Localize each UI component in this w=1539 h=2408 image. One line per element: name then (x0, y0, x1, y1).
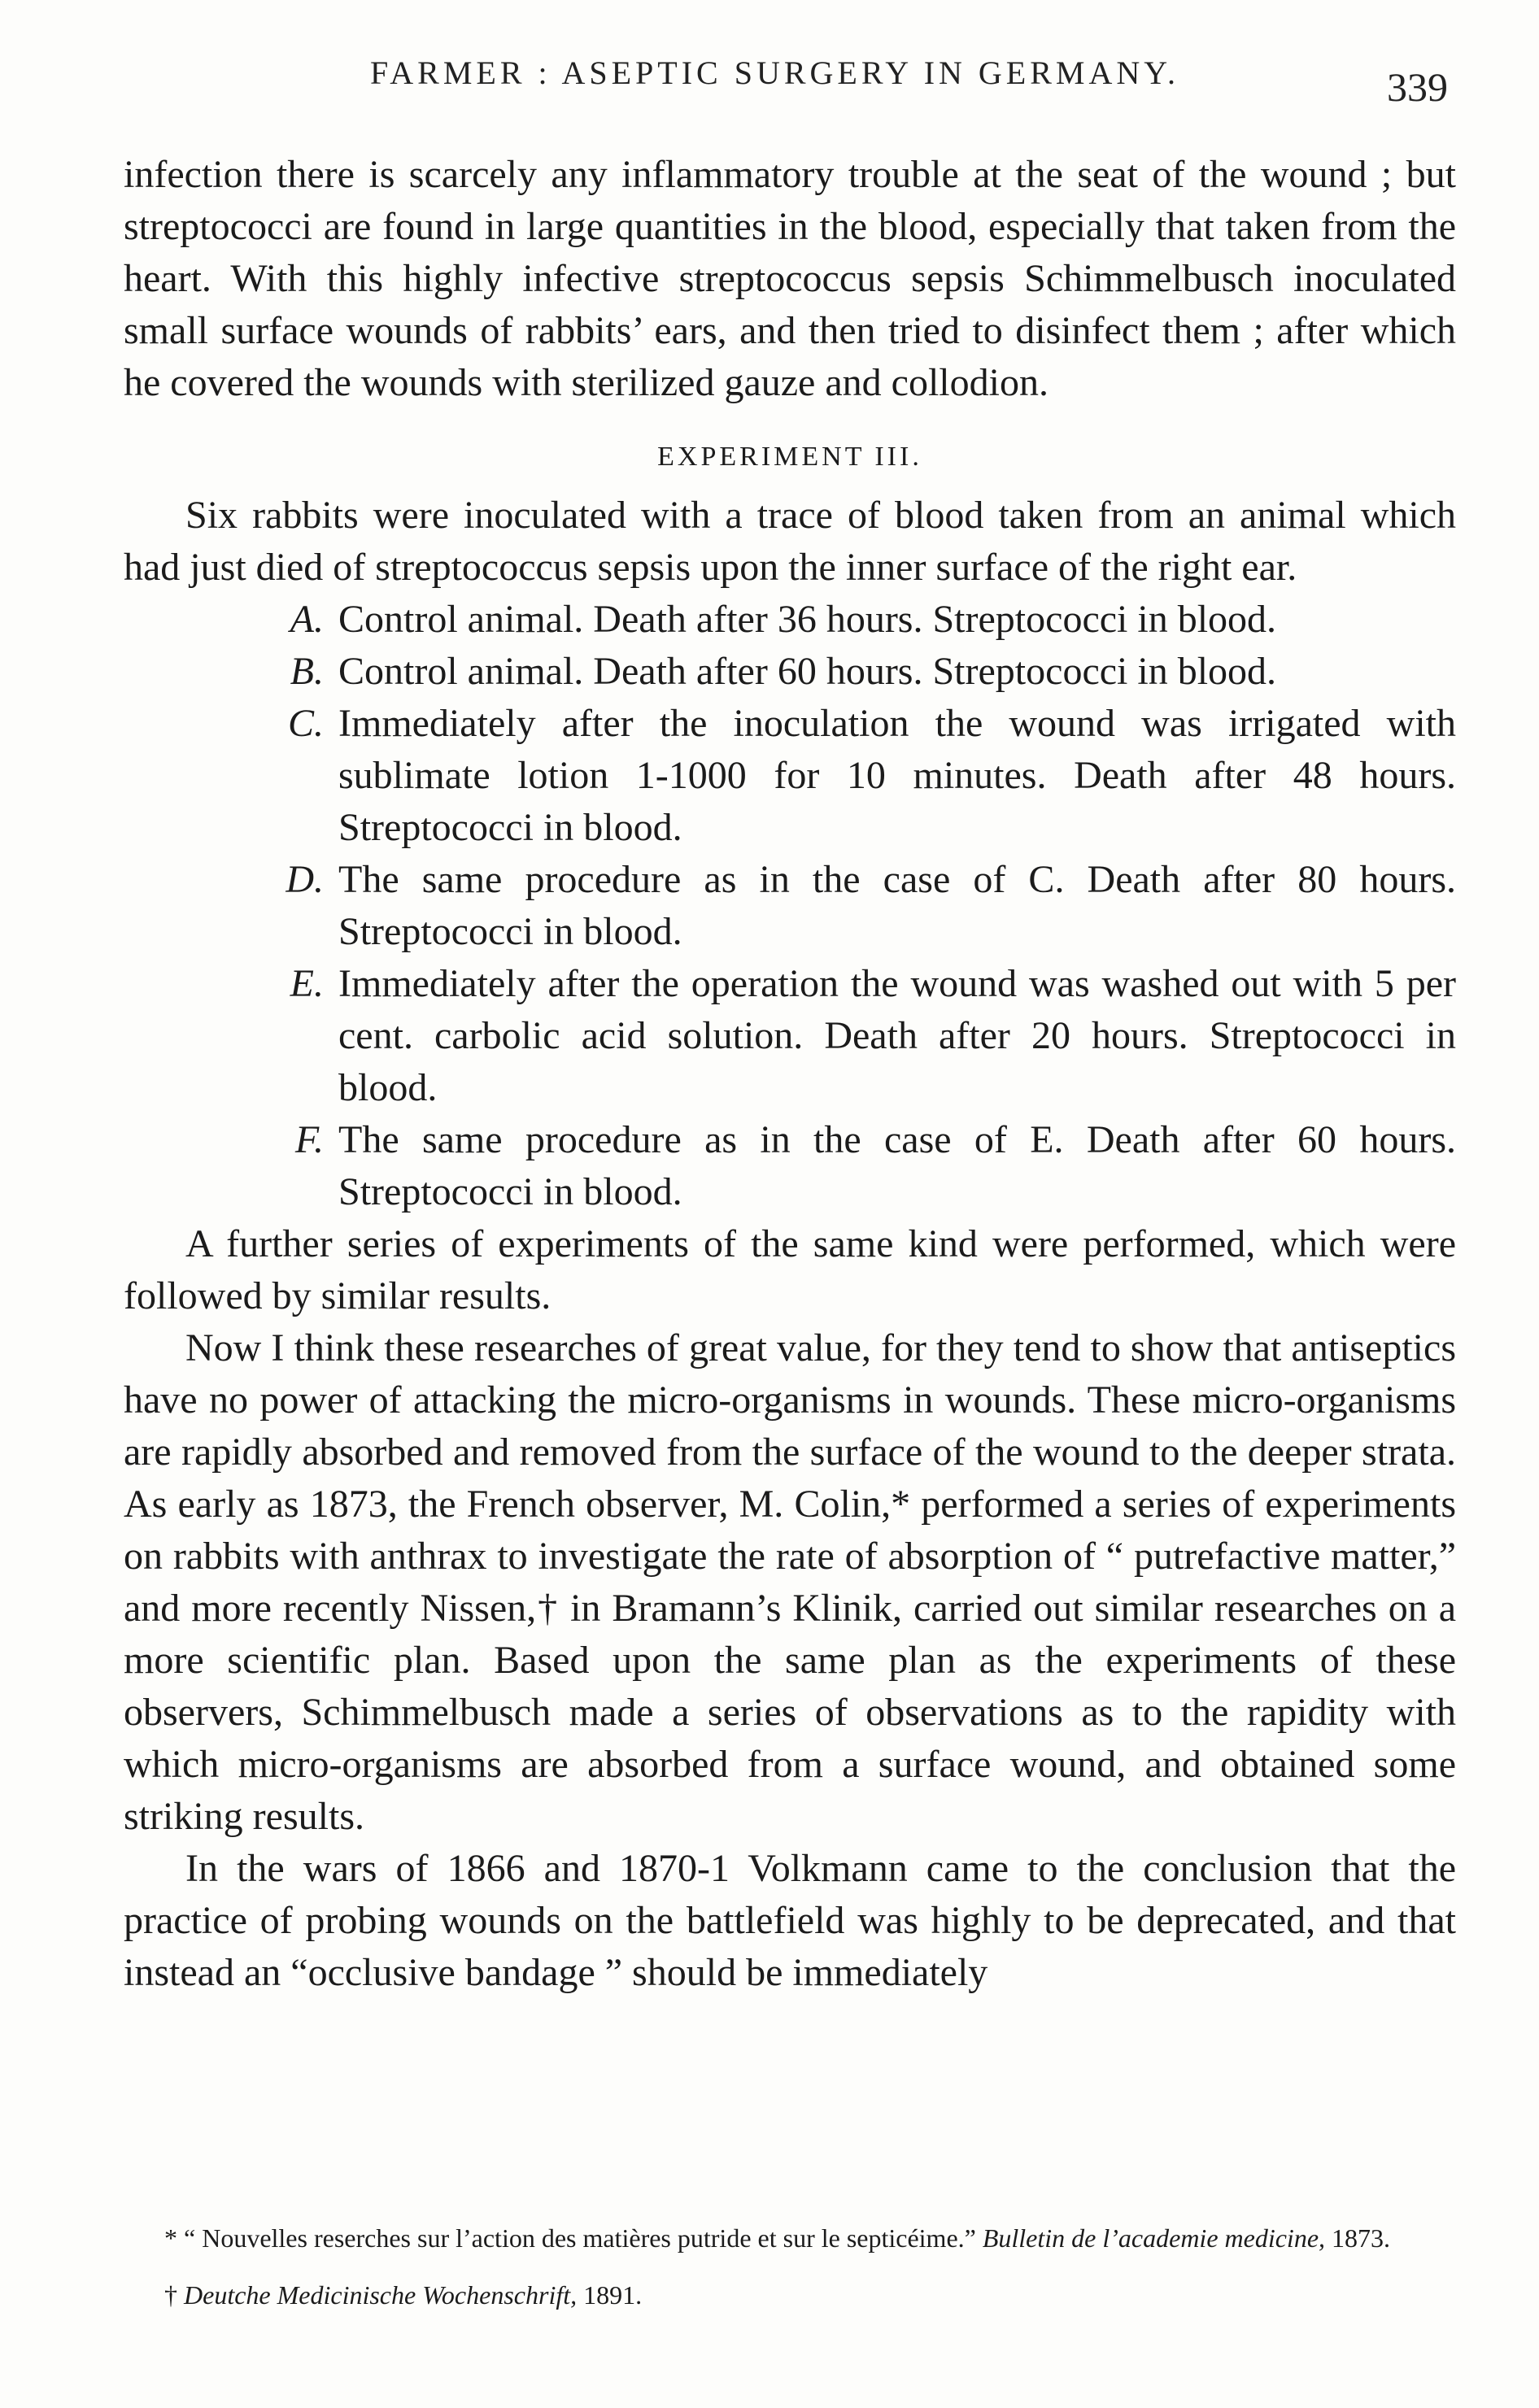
paragraph-5: In the wars of 1866 and 1870-1 Volkmann came to the conclusion that the practice of probing wounds on the battlefield was highly to be deprecated, and that instead an “occlusive bandage ” should be immediately (124, 1847, 1456, 1994)
experiment-letter: F. (294, 1118, 324, 1161)
footnotes (124, 2220, 1456, 2334)
experiment-text: Control animal. Death after 60 hours. Streptococci in blood. (338, 650, 1277, 693)
experiment-letter: E. (290, 962, 324, 1005)
experiment-text: The same procedure as in the case of C. Death after 80 hours. Streptococci in blood. (338, 858, 1456, 953)
experiment-letter: C. (287, 702, 324, 745)
paragraph-3: A further series of experiments of the same kind were performed, which were followed by similar results. (124, 1222, 1456, 1317)
footnote-mark: † (164, 2280, 177, 2310)
paragraph-4: Now I think these researches of great value, for they tend to show that antiseptics have no power of attacking the micro-organisms in wounds. These micro-organisms are rapidly absorbed and removed from the surface of the wound to the deeper strata. As early as 1873, the French observer, M. Colin,* performed a series of experiments on rabbits with anthrax to investigate the rate of absorption of “ putrefactive matter,” and more recently Nissen,† in Bramann’s Klinik, carried out similar researches on a more scientific plan. Based upon the same plan as the experiments of these observers, Schimmelbusch made a series of observations as to the rapidity with which micro-organisms are absorbed from a surface wound, and obtained some striking results. (124, 1326, 1456, 1838)
paragraph-2: Six rabbits were inoculated with a trace of blood taken from an animal which had just died of streptococcus sepsis upon the inner surface of the right ear. (124, 494, 1456, 589)
footnote-mark: * (164, 2223, 177, 2253)
experiment-item (124, 646, 1456, 698)
footnote-source: Deutche Medicinische Wochenschrift, (184, 2280, 578, 2310)
experiment-list (124, 594, 1456, 1218)
experiment-text: Immediately after the operation the wound was washed out with 5 per cent. carbolic acid solution. Death after 20 hours. Streptococci in blood. (338, 962, 1456, 1109)
experiment-text: The same procedure as in the case of E. Death after 60 hours. Streptococci in blood. (338, 1118, 1456, 1213)
footnote-text: “ Nouvelles reserches sur l’action des matières putride et sur le septicéime.” (184, 2223, 976, 2253)
experiment-text: Immediately after the inoculation the wound was irrigated with sublimate lotion 1-1000 for 10 minutes. Death after 48 hours. Streptococci in blood. (338, 702, 1456, 849)
footnote-2 (124, 2277, 1456, 2313)
experiment-item (124, 594, 1456, 646)
experiment-letter: A. (290, 598, 324, 641)
experiment-heading: EXPERIMENT III. (657, 442, 922, 472)
experiment-item (124, 1114, 1456, 1218)
body-text (124, 149, 1456, 1999)
experiment-letter: D. (286, 858, 324, 901)
experiment-letter: B. (290, 650, 324, 693)
paragraph-1: infection there is scarcely any inflammatory trouble at the seat of the wound ; but streptococci are found in large quantities in the blood, especially that taken from the heart. With this highly infective streptococcus sepsis Schimmelbusch inoculated small surface wounds of rabbits’ ears, and then tried to disinfect them ; after which he covered the wounds with sterilized gauze and collodion. (124, 153, 1456, 404)
footnote-year: 1891. (583, 2280, 643, 2310)
experiment-item (124, 854, 1456, 958)
experiment-item (124, 958, 1456, 1114)
footnote-year: 1873. (1332, 2223, 1391, 2253)
experiment-text: Control animal. Death after 36 hours. Streptococci in blood. (338, 598, 1277, 641)
footnote-1 (124, 2220, 1456, 2256)
page-number: 339 (1387, 64, 1448, 110)
experiment-item (124, 698, 1456, 854)
footnote-source: Bulletin de l’academie medicine, (982, 2223, 1326, 2253)
running-head: FARMER : ASEPTIC SURGERY IN GERMANY. (370, 54, 1179, 91)
